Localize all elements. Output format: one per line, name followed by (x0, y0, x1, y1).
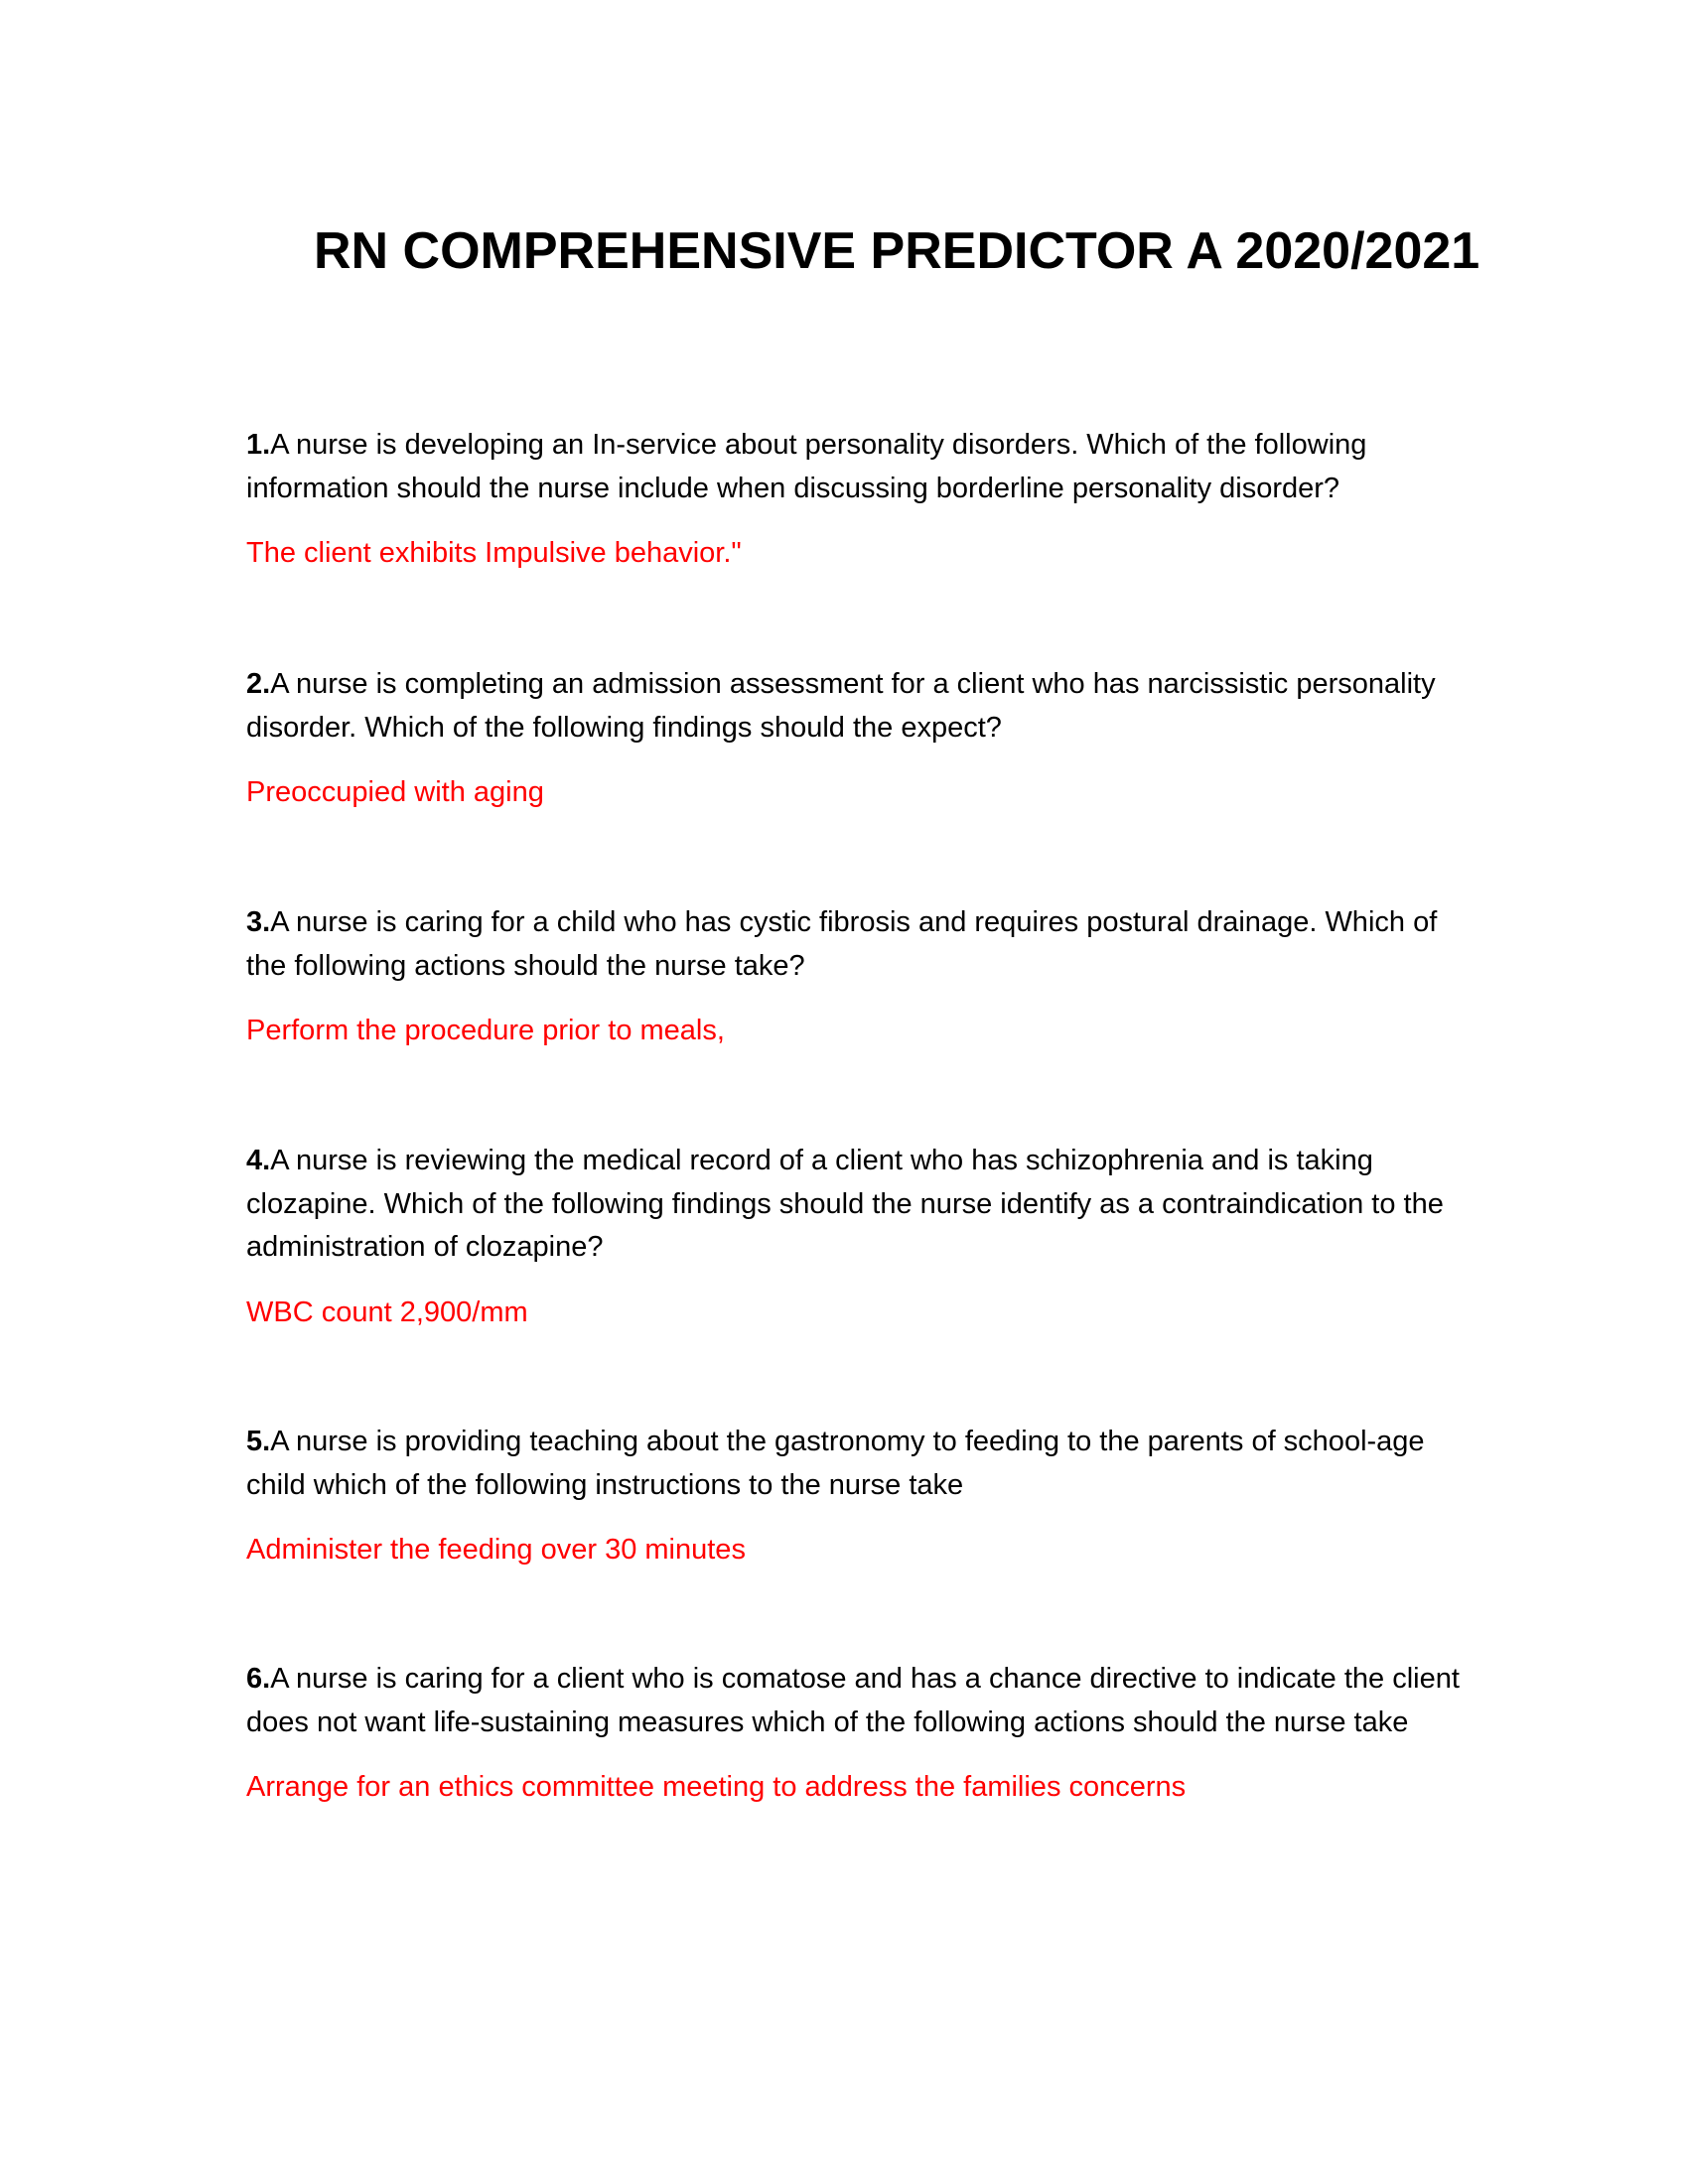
answer-text: WBC count 2,900/mm (246, 1296, 528, 1328)
question-item (246, 1421, 1477, 1572)
question-body: A nurse is reviewing the medical record of a client who has schizophrenia and is taking clozapine. Which of the following findings should the nurse identify as a contraindication to the administration of clozapine? (246, 1145, 1444, 1263)
question-text (246, 901, 1477, 988)
question-item (246, 901, 1477, 1053)
question-text (246, 1421, 1477, 1507)
question-number: 6. (246, 1663, 271, 1695)
question-text (246, 663, 1477, 750)
answer-text: Preoccupied with aging (246, 776, 544, 808)
question-item (246, 424, 1477, 576)
question-number: 4. (246, 1145, 271, 1176)
question-item (246, 1658, 1477, 1810)
question-item (246, 1140, 1477, 1334)
answer-text: Administer the feeding over 30 minutes (246, 1534, 746, 1566)
question-text (246, 1658, 1477, 1744)
question-body: A nurse is developing an In-service about personality disorders. Which of the following information should the nurse include when discussing borderline personality disorder? (246, 429, 1367, 504)
page-title: RN COMPREHENSIVE PREDICTOR A 2020/2021 (314, 222, 1480, 280)
question-number: 2. (246, 668, 271, 700)
question-body: A nurse is caring for a client who is comatose and has a chance directive to indicate the client does not want life-sustaining measures which of the following actions should the nurse take (246, 1663, 1460, 1738)
question-number: 1. (246, 429, 271, 461)
question-body: A nurse is caring for a child who has cystic fibrosis and requires postural drainage. Which of the following actions should the nurse take? (246, 906, 1438, 982)
question-text (246, 1140, 1477, 1270)
question-body: A nurse is providing teaching about the gastronomy to feeding to the parents of school-age child which of the following instructions to the nurse take (246, 1426, 1425, 1501)
answer-text: The client exhibits Impulsive behavior." (246, 537, 742, 569)
answer-text: Arrange for an ethics committee meeting to address the families concerns (246, 1771, 1187, 1803)
answer-text: Perform the procedure prior to meals, (246, 1015, 725, 1046)
question-number: 5. (246, 1426, 271, 1457)
question-item (246, 663, 1477, 815)
question-text (246, 424, 1477, 510)
question-body: A nurse is completing an admission assessment for a client who has narcissistic personality disorder. Which of the following findings should the expect? (246, 668, 1436, 744)
question-number: 3. (246, 906, 271, 938)
